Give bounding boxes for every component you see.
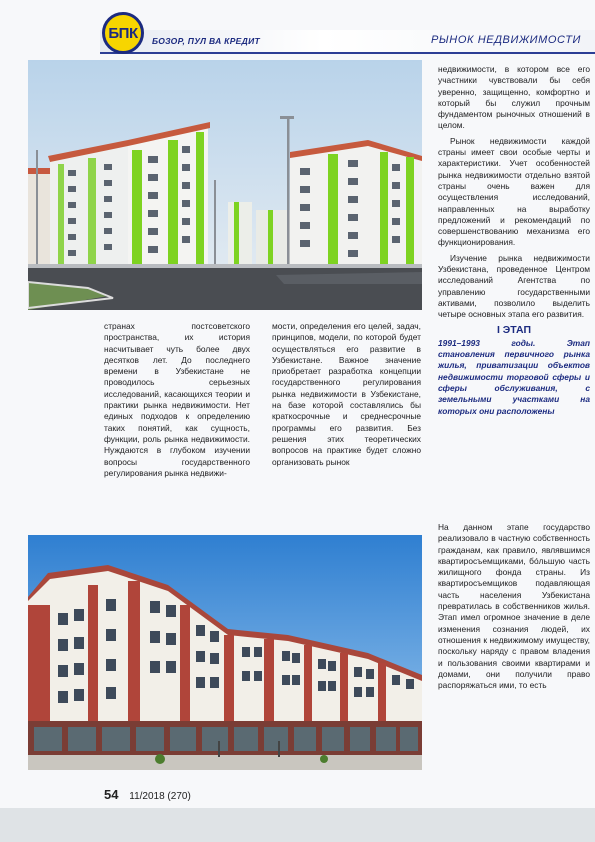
stage-description: 1991–1993 годы. Этап становления первичного рынка жилья, приватизации объектов недвижимости торговой сферы и сферы обслуживания, с земельными участками на которых они расположены [438, 337, 590, 416]
photo-brick-building [28, 535, 422, 770]
paragraph: Рынок недвижимости каждой страны имеет свои особые черты и характеристики. Учет особенностей рынка недвижимости отдельно взятой страны очень важен для осуществления исследований, направленных на выработку предложений и рекомендаций по совершенствованию механизма его функционирования. [438, 135, 590, 248]
section-title: РЫНОК НЕДВИЖИМОСТИ [431, 34, 581, 46]
text-column-1 [104, 321, 250, 479]
text-column-2 [272, 321, 421, 468]
page-scan-margin [0, 808, 595, 842]
photo-green-apartments [28, 60, 422, 310]
text-column-right-bottom [438, 522, 590, 691]
issue-number: 11/2018 (270) [129, 791, 191, 802]
text-column-right-top [438, 64, 590, 419]
paragraph: Изучение рынка недвижимости Узбекистана, проведенное Центром исследований Агентства по управлению государственными активами, позволило выделить четыре основных этапа его развития. [438, 252, 590, 320]
logo [102, 12, 144, 54]
paragraph: На данном этапе государство реализовало в частную собственность гражданам, как правило, являвшимся квартиросъемщиками, бóльшую часть жилищного фонда страны. Из квартиросъемщиков подавляющая часть населения Узбекистана превратилась в собственников жилья. Этап имел огромное значение в деле изменения сознания людей, их отношения к недвижимому имуществу, поскольку наряду с правом владения и пользования своими квартирами и домами, они получили право распоряжаться ими, то есть [438, 522, 590, 691]
journal-title: БОЗОР, ПУЛ ВА КРЕДИТ [152, 36, 260, 46]
page-number: 54 [104, 787, 119, 802]
paragraph: странах постсоветского пространства, их история насчитывает чуть более двух десятков лет. До последнего времени в Узбекистане не проводилось серьезных исследований, касающихся теории и практики рынка недвижимости. Нет единых подходов к определению таких понятий, как сущность, функции, роль рынка недвижимости. Нуждаются в глубоком изучении вопросы государственного регулирования рынка недвижи- [104, 321, 250, 478]
paragraph: мости, определения его целей, задач, принципов, модели, по которой будет осуществляться его развитие в Узбекистане. Важное значение приобретает разработка концепции государственного регулирования рынка недвижимости в Узбекистане, на базе которой составлялись бы краткосрочные и среднесрочные программы его развития. Без решения этих теоретических вопросов на практике будет сложно организовать рынок [272, 321, 421, 467]
logo-text: БПК [108, 24, 138, 42]
stage-heading: I ЭТАП [496, 323, 532, 336]
paragraph: недвижимости, в котором все его участники чувствовали бы себя уверенно, защищенно, комфортно и который бы служил прочным фундаментом рыночных отношений в целом. [438, 64, 590, 131]
page-footer [104, 787, 191, 802]
